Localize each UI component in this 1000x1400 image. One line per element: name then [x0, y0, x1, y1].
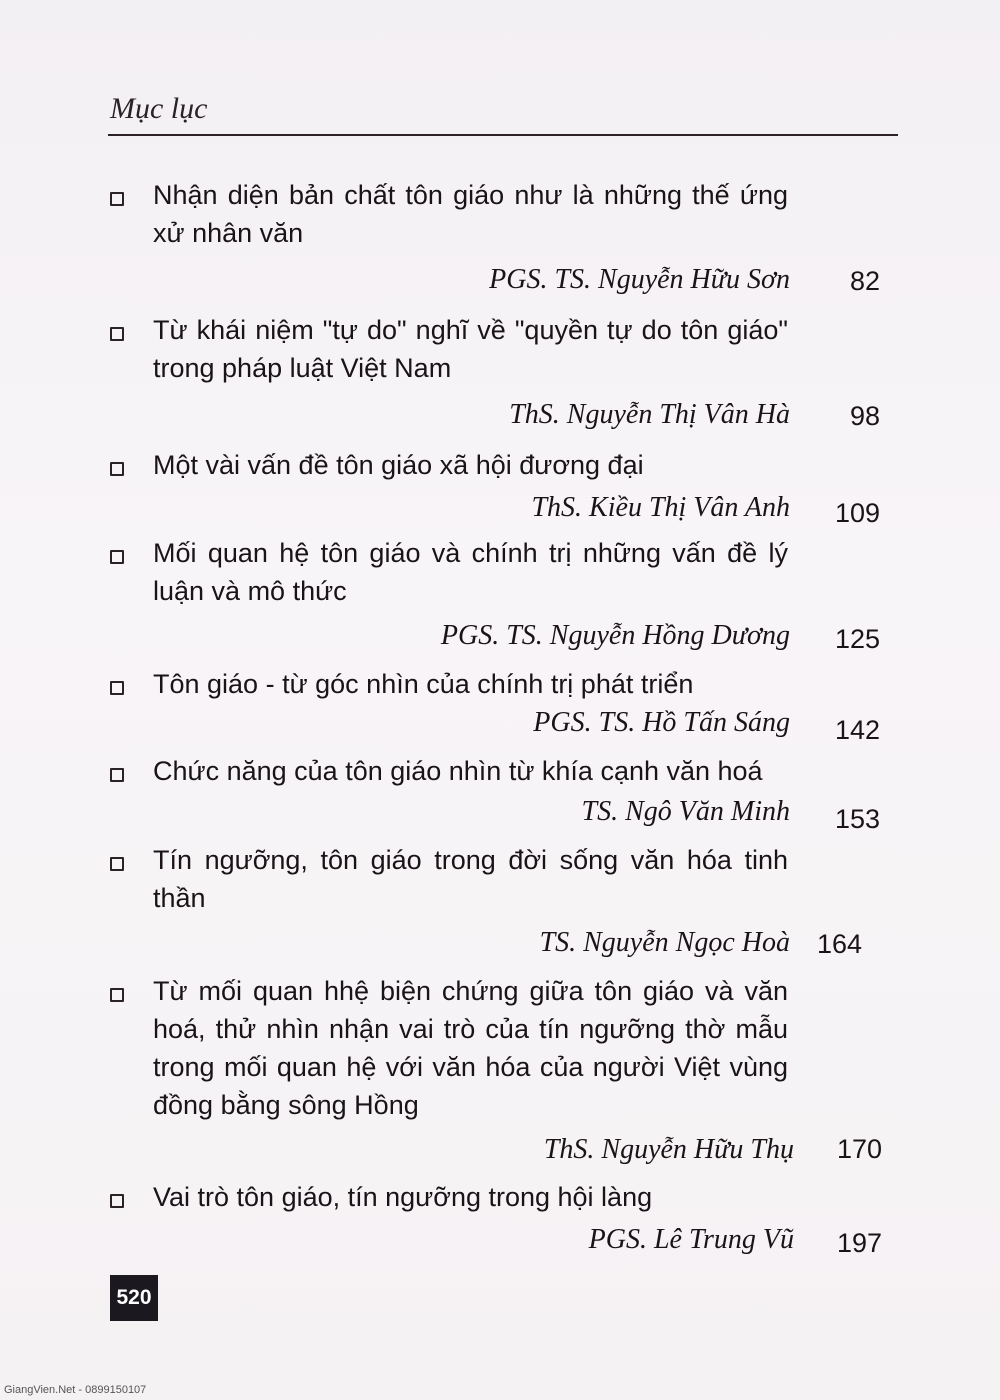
toc-entry-page: 170 [836, 1134, 882, 1164]
toc-entry-author: ThS. Nguyễn Hữu Thụ [543, 1134, 794, 1165]
square-bullet-icon [110, 327, 124, 341]
toc-entry-author: TS. Nguyễn Ngọc Hoà [539, 927, 790, 958]
square-bullet-icon [110, 857, 124, 871]
toc-entry-title: Vai trò tôn giáo, tín ngưỡng trong hội làng [153, 1182, 653, 1212]
square-bullet-icon [110, 462, 124, 476]
square-bullet-icon [110, 550, 124, 564]
toc-entry-title: Tôn giáo - từ góc nhìn của chính trị phát triển [153, 669, 694, 699]
toc-entry-author: TS. Ngô Văn Minh [581, 796, 790, 827]
toc-entry-page: 164 [816, 929, 862, 959]
square-bullet-icon [110, 768, 124, 782]
square-bullet-icon [110, 1194, 124, 1208]
page-number-badge: 520 [110, 1275, 158, 1321]
toc-entry-author: PGS. TS. Nguyễn Hữu Sơn [489, 264, 790, 295]
toc-entry-author: PGS. TS. Hồ Tấn Sáng [533, 707, 790, 738]
toc-entry-title: Tín ngưỡng, tôn giáo trong đời sống văn hóa tinh thần [153, 845, 788, 913]
toc-entry-author: ThS. Kiều Thị Vân Anh [531, 492, 790, 523]
toc-entry-title: Mối quan hệ tôn giáo và chính trị những vấn đề lý luận và mô thức [153, 538, 788, 606]
toc-entry-page: 125 [834, 624, 880, 654]
toc-entry-title: Một vài vấn đề tôn giáo xã hội đương đại [153, 450, 644, 480]
toc-entry-author: ThS. Nguyễn Thị Vân Hà [509, 399, 790, 430]
page-header-title: Mục lục [110, 92, 208, 125]
toc-entry-page: 197 [836, 1228, 882, 1258]
toc-entry-page: 142 [834, 715, 880, 745]
square-bullet-icon [110, 192, 124, 206]
toc-entry-title: Chức năng của tôn giáo nhìn từ khía cạnh văn hoá [153, 756, 763, 786]
toc-entry-author: PGS. TS. Nguyễn Hồng Dương [440, 620, 790, 651]
toc-entry-page: 109 [834, 498, 880, 528]
toc-entry-title: Từ mối quan hhệ biện chứng giữa tôn giáo và văn hoá, thử nhìn nhận vai trò của tín ngưỡng thờ mẫu trong mối quan hệ với văn hóa của người Việt vùng đồng bằng sông Hồng [153, 976, 788, 1120]
square-bullet-icon [110, 988, 124, 1002]
toc-entry-title: Nhận diện bản chất tôn giáo như là những thế ứng xử nhân văn [153, 180, 788, 248]
toc-entry-page: 153 [834, 804, 880, 834]
toc-entry-title: Từ khái niệm "tự do" nghĩ về "quyền tự do tôn giáo" trong pháp luật Việt Nam [153, 315, 788, 383]
toc-entry-page: 82 [849, 266, 880, 296]
header-rule [108, 134, 898, 136]
watermark-text: GiangVien.Net - 0899150107 [4, 1384, 147, 1396]
square-bullet-icon [110, 681, 124, 695]
toc-entry-author: PGS. Lê Trung Vũ [588, 1224, 794, 1255]
toc-entry-page: 98 [849, 401, 880, 431]
